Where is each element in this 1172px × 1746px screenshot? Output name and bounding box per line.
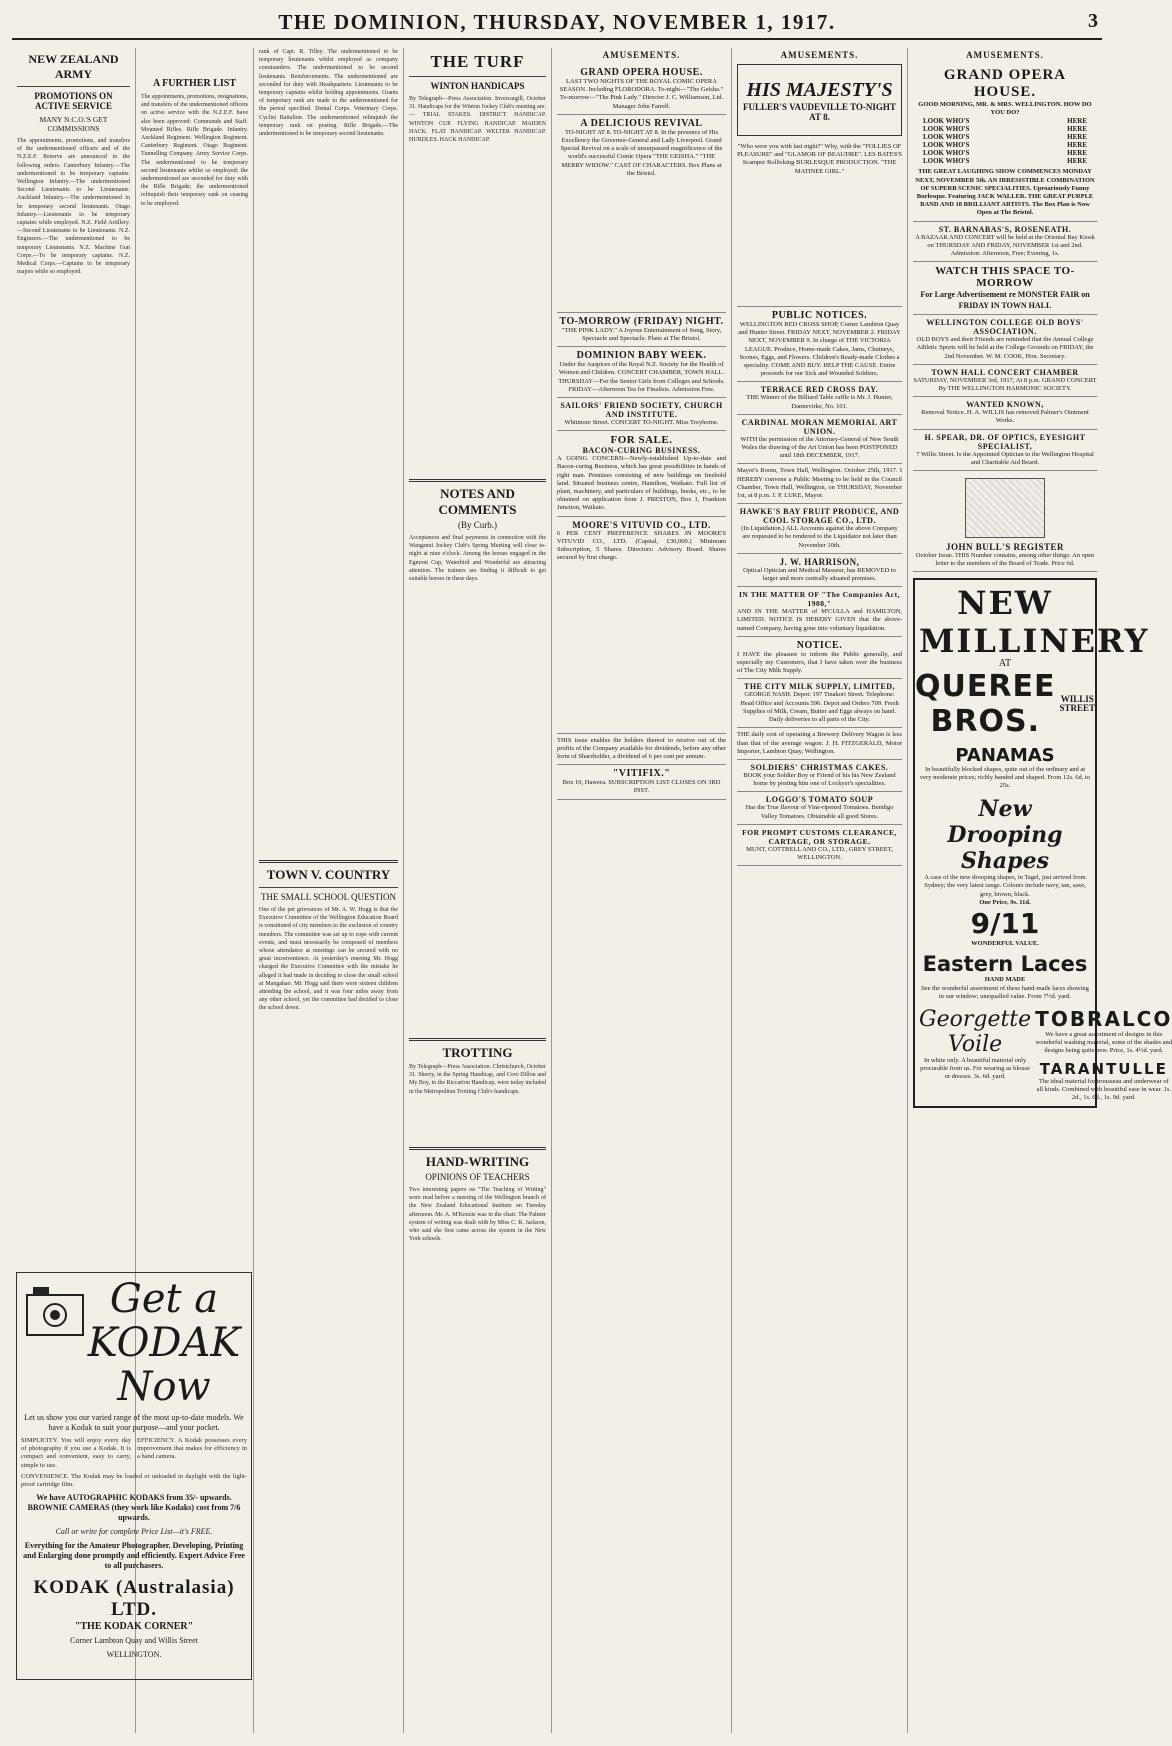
- kodak-headline: Get a KODAK: [87, 1276, 241, 1366]
- customs-title: FOR PROMPT CUSTOMS CLEARANCE, CARTAGE, OR STORAGE.: [742, 827, 897, 846]
- old-boys-title: WELLINGTON COLLEGE OLD BOYS' ASSOCIATION.: [926, 318, 1084, 337]
- one-price-text: One Price, 9s. 11d.: [979, 898, 1031, 906]
- army-heading: NEW ZEALAND ARMY: [28, 52, 119, 81]
- queree-bros-name: QUEREE BROS.: [915, 668, 1056, 739]
- for-sale-heading: FOR SALE.: [610, 434, 673, 447]
- milk-supply-text: GEORGE NASH. Depot: 197 Tinakori Street. Telephone: Head Office and Accounts 596. Depot and Orders 709. Fresh Supplies of Milk, Cream, Butter and Eggs always on hand. Daily deliveries to all parts of the City.: [740, 691, 899, 724]
- notice-title: NOTICE.: [796, 639, 843, 651]
- pink-lady-title: TO-MORROW (FRIDAY) NIGHT.: [559, 315, 724, 327]
- john-bull-illustration: [965, 478, 1045, 538]
- customs-text: MUNT, COTTRELL AND CO., LTD., GREY STREET, WELLINGTON.: [746, 845, 893, 861]
- bacon-title: BACON-CURING BUSINESS.: [582, 446, 701, 456]
- revival-title: A DELICIOUS REVIVAL: [580, 117, 703, 129]
- trotting-body: By Telegraph—Press Association. Christchurch, October 31. Sherry, in the Spring Handicap, and Coro Dillon and My Boy, in the Riccarton Handicap, were today included in the Metropolitan Trotting Club's handicaps.: [409, 1064, 546, 1095]
- column-amusements-1: [552, 48, 732, 1733]
- tobralco-heading: TOBRALCO: [1035, 1006, 1172, 1031]
- vitifix-text: Box 10, Hawera. SUBSCRIPTION LIST CLOSES ON 3RD INST.: [562, 779, 721, 795]
- good-morning-text: GOOD MORNING, MR. & MRS. WELLINGTON. HOW DO YOU DO?: [918, 101, 1092, 117]
- look-whos-here-item: HERE: [1067, 125, 1087, 134]
- kodak-ad: [16, 1268, 252, 1680]
- column-town-country: [254, 48, 404, 1733]
- concert-chamber-title: TOWN HALL CONCERT CHAMBER: [931, 367, 1079, 377]
- kodak-price-list: Call or write for complete Price List—it's FREE.: [55, 1527, 213, 1537]
- army-body-text: The appointments, promotions, and transfers of the undermentioned officers and of the N.Z.E.F. Reserve are announced in the following orders. Canterbury Infantry.—The undermentioned to be temporary captains. Wellington Infantry.—The undermentioned Second Lieutenants to be Lieutenants. Auckland Infantry.—The undermentioned to be temporary second lieutenants. Otago Infantry.—Lieutenants to be temporary captains while employed. N.Z. Field Artillery.—Second Lieutenants to be Lieutenants. N.Z. Engineers.—The undermentioned to be temporary Lieutenants. N.Z. Machine Gun Corps.—To be temporary captains. N.Z. Medical Corps.—Captains to be temporary majors while so employed.: [17, 138, 130, 276]
- voile-text: In white only. A beautiful material only procurable from us. For wearing as blouse or dresses. 3s. 6d. yard.: [920, 1056, 1031, 1081]
- newspaper-page: [12, 6, 1172, 1736]
- look-whos-here-grid: [913, 117, 1097, 165]
- kodak-prices: We have AUTOGRAPHIC KODAKS from 35/- upwards. BROWNIE CAMERAS (they work like Kodaks) cost from 7/6 upwards.: [27, 1493, 241, 1523]
- handwriting-subheading: OPINIONS OF TEACHERS: [425, 1172, 530, 1182]
- drooping-text: A case of the new drooping shapes, in Tagel, just arrived from Sydney; the very latest range. Colours include navy, tan, saxe, grey, brown, black.: [924, 874, 1086, 898]
- christmas-cakes-title: SOLDIERS' CHRISTMAS CAKES.: [750, 762, 889, 772]
- further-list-body: The appointments, promotions, resignations, and transfers of the undermentioned officers on active service with the N.Z.E.F. have also been approved: Commands and Staff. Mounted Rifles. Rifle Brigade. Infantry. Auckland Regiment. Wellington Regiment. Canterbury Regiment. Otago Regiment. Tunnelling Company. Army Service Corps. The undermentioned to be temporary second lieutenants whilst so employed; the undermentioned are seconded for duty with the Rifle Brigade; the undermentioned relinquish their temporary rank on ceasing to be employed.: [141, 94, 248, 207]
- column-amusements-3: [908, 48, 1172, 1733]
- st-barnabas-title: ST. BARNABAS'S, ROSENEATH.: [938, 224, 1072, 234]
- tobralco-text: We have a great assortment of designs in this wonderful washing material, some of the shades and designs being quite new. Price, 1s. 4½d. yard.: [1035, 1030, 1172, 1055]
- look-whos-here-item: LOOK WHO'S: [923, 125, 970, 134]
- page-number: 3: [1088, 10, 1098, 32]
- sailors-title: SAILORS' FRIEND SOCIETY, CHURCH AND INSTITUTE.: [560, 401, 723, 420]
- new-millinery-heading: NEW MILLINERY: [919, 584, 1150, 661]
- look-whos-here-item: LOOK WHO'S: [923, 149, 970, 158]
- tomato-soup-text: Has the True flavour of Vine-ripened Tomatoes. Bendigo Valley Tomatoes. Obtainable all good Stores.: [745, 804, 894, 820]
- look-whos-here-item: LOOK WHO'S: [923, 133, 970, 142]
- fitzgerald-text: THE daily cost of operating a Brewery Delivery Wagon is less than that of the average wagon. J. H. FITZGERALD, Motor Importer, Lambton Quay, Wellington.: [737, 731, 902, 755]
- john-bull-title: JOHN BULL'S REGISTER: [945, 542, 1065, 553]
- amusements-header-1: AMUSEMENTS.: [602, 50, 681, 60]
- kodak-address: Corner Lambton Quay and Willis Street: [70, 1636, 198, 1646]
- christmas-cakes-text: BOOK your Soldier Boy or Friend of his his New Zealand home by posting him one of Lockyer's specialities.: [743, 771, 896, 788]
- notes-body: Acceptances and final payments in connection with the Wanganui Jockey Club's Spring Meeting will close to-night at nine o'clock. Among the horses engaged in the Egmont Cup, Waterbird and Wonderful are attracting attention. The trainers are finding it difficult to get suitable horses in these days.: [409, 535, 546, 583]
- baby-week-title: DOMINION BABY WEEK.: [576, 350, 707, 362]
- st-barnabas-text: A BAZAAR AND CONCERT will be held at the Oriental Bay Kiosk on THURSDAY AND FRIDAY, NOVEMBER 1st and 2nd. Admission: Afternoon, Free; Evening, 1s.: [915, 233, 1095, 258]
- milk-supply-title: THE CITY MILK SUPPLY, LIMITED,: [743, 682, 896, 692]
- tarantulle-text: The ideal material for trousseau and underwear of all kinds. Combined with beautiful ease in wear. 1s. 2d., 1s. 6d., 1s. 9d. yard.: [1036, 1077, 1172, 1101]
- bacon-text: A GOING CONCERN—Newly-established Up-to-date and Bacon-curing Business, which has great possibilities in hands of right man. Premises consisting of new buildings on freehold land. Situated business centre, Hamilton, Waikato. Full list of plant, machinery, and particulars of buildings, books, etc., to be obtained on application from J. PRESTON, Box 1, Frankton Junction, Waikato.: [557, 455, 726, 512]
- queree-bros-ad: [913, 578, 1172, 1108]
- wanted-known-text: Removal Notice. H. A. WILLIS has removed Palmer's Ointment Works.: [921, 409, 1089, 425]
- old-boys-text: OLD BOYS and their Friends are reminded that the Annual College Athletic Sports will be held at the College Grounds on FRIDAY, the 2nd November. W. M. COOK, Hon. Secretary.: [916, 336, 1094, 360]
- moran-title: CARDINAL MORAN MEMORIAL ART UNION.: [741, 417, 898, 436]
- camera-icon: [23, 1281, 93, 1341]
- price-9-11: 9/11: [970, 907, 1040, 941]
- handwriting-heading: HAND-WRITING: [425, 1154, 530, 1169]
- panamas-heading: PANAMAS: [955, 744, 1055, 766]
- notes-heading: NOTES AND COMMENTS: [438, 486, 517, 517]
- sailors-text: Whitmore Street. CONCERT TO-NIGHT. Miss Treyhorne.: [564, 419, 719, 427]
- look-whos-here-item: HERE: [1067, 157, 1087, 166]
- appointments-continued: rank of Capt. R. Tilley. The undermentioned to be temporary lieutenants whilst employed as company commanders. The undermentioned to be second lieutenants. Reinforcements. The undermentioned are seconded for duty with Headquarters. Lieutenants to be temporary captains whilst holding appointments. Grants of temporary rank are made to the undermentioned for the period specified. Dental Corps. Veterinary Corps. Cyclist Battalion. The undermentioned relinquish the temporary rank on posting. Rifle Brigade.—The undermentioned to be temporary second lieutenants.: [259, 49, 398, 138]
- spear-title: H. SPEAR, DR. OF OPTICS, EYESIGHT SPECIALIST,: [924, 432, 1086, 451]
- amusements-header-2: AMUSEMENTS.: [780, 50, 859, 60]
- column-turf: [404, 48, 552, 1733]
- hawkes-bay-title: HAWKE'S BAY FRUIT PRODUCE, AND COOL STORAGE CO., LTD.: [739, 507, 900, 526]
- look-whos-here-item: HERE: [1067, 141, 1087, 150]
- john-bull-text: October Issue. THIS Number contains, among other things: An open letter to the members of the Board of Trade. Price 6d.: [915, 552, 1095, 568]
- kodak-tagline: Let us show you our varied range of the most up-to-date models. We have a Kodak to suit your purpose—and your pocket.: [24, 1413, 244, 1432]
- terrace-text: THE Winner of the Billiard Table raffle is Mr. J. Hunter, Dannevirke, No. 101.: [746, 394, 893, 410]
- terrace-title: TERRACE RED CROSS DAY.: [760, 385, 879, 395]
- red-cross-text: WELLINGTON RED CROSS SHOP, Corner Lambton Quay and Hunter Street. FRIDAY NEXT, NOVEMBER 2. FRIDAY NEXT, NOVEMBER 9. In charge of THE VICTORIA LEAGUE. Produce, Home-made Cakes, Jams, Chutneys, Scones, Eggs, and Flowers. Children's Ready-made Clothes a speciality. COME AND BUY. HELP THE CAUSE. Entire proceeds for our Sick and Wounded Soldiers.: [738, 321, 901, 378]
- millinery-at: AT: [998, 658, 1012, 670]
- public-notices-title: PUBLIC NOTICES.: [771, 310, 868, 321]
- masthead: [12, 6, 1102, 40]
- mayor-text: Mayor's Room, Town Hall, Wellington. October 25th, 1917. I HEREBY convene a Public Meeting to be held in the Council Chamber, Town Hall, Wellington, on THURSDAY, November 1st, at 8 p.m. J. P. LUKE, Mayor.: [737, 467, 902, 500]
- masthead-title: THE DOMINION, THURSDAY, NOVEMBER 1, 1917.: [278, 10, 836, 34]
- look-whos-here-item: HERE: [1067, 133, 1087, 142]
- pink-lady-text: "THE PINK LADY." A Joyous Entertainment of Song, Story, Spectacle and Spectacle. Plans at The Bristol.: [561, 326, 722, 343]
- army-subheading-2: MANY N.C.O.'S GET COMMISSIONS: [39, 115, 108, 133]
- drooping-shapes-heading: New Drooping Shapes: [947, 796, 1063, 875]
- watch-space-title: WATCH THIS SPACE TO-MORROW: [935, 265, 1075, 290]
- laces-text: See the wonderful assortment of these hand-made laces showing in our window; unequalled value. From 7½d. yard.: [921, 984, 1089, 1000]
- spear-text: 7 Willis Street. Is the Appointed Optician to the Wellington Hospital and Charitable Aid Board.: [916, 450, 1094, 466]
- kodak-simplicity: SIMPLICITY. You will enjoy every day of photography if you use a Kodak. It is compact and convenient, easy to carry, simple to use.: [21, 1437, 131, 1469]
- laughing-show-text: THE GREAT LAUGHING SHOW COMMENCES MONDAY NEXT, NOVEMBER 5th. AN IRRESISTIBLE COMBINATION OF SUPERB SCENIC SPECIALITIES. Uproariously Funny Burlesque. Featuring JACK WALLER. THE GREAT PURPLE BAND AND 18 BRILLIANT ARTISTS. The Box Plan is Now Open at The Bristol.: [915, 168, 1095, 217]
- kodak-company: KODAK (Australasia) LTD.: [33, 1577, 235, 1621]
- revival-text: TO-NIGHT AT 8. TO-NIGHT AT 8. In the presence of His Excellency the Governor-General and Lady Liverpool. Grand Special Revival on a scale of unsurpassed magnificence of the world's successful Comic Opera "THE GEISHA." "THE MERRY WIDOW." CAST OF CHARACTERS. Box Plans at the Bristol.: [560, 128, 723, 177]
- look-whos-here-item: LOOK WHO'S: [923, 141, 970, 150]
- his-majestys-title: HIS MAJESTY'S: [746, 78, 893, 101]
- moran-text: WITH the permission of the Attorney-General of New South Wales the drawing of the Art Union has been POSTPONED until 18th DECEMBER, 1917.: [740, 435, 899, 460]
- harmonic-text: SATURDAY, NOVEMBER 3rd, 1917, At 8 p.m. GRAND CONCERT By THE WELLINGTON HARMONIC SOCIETY.: [913, 376, 1097, 393]
- eastern-laces-heading: Eastern Laces: [922, 952, 1088, 977]
- vaudeville-title: FULLER'S VAUDEVILLE TO-NIGHT AT 8.: [743, 101, 896, 122]
- harrison-text: Optical Optician and Medical Masseur, has REMOVED to larger and more centrally situated premises.: [743, 566, 896, 583]
- tarantulle-heading: TARANTULLE: [1039, 1059, 1168, 1078]
- town-country-heading: TOWN V. COUNTRY: [266, 867, 391, 882]
- panamas-text: In beautifully blocked shapes, quite out of the ordinary and at very moderate prices; richly banded and shaped. From 12s. 6d. to 25s.: [919, 765, 1091, 790]
- companies-act-title: IN THE MATTER OF "The Companies Act, 1908,": [739, 590, 900, 609]
- handwriting-body: Two interesting papers on "The Teaching of Writing" were read before a meeting of the Wellington branch of the New Zealand Educational Institute on Tuesday afternoon. Mr. A. M'Kenzie was in the chair. The Palmer system of writing was dealt with by Miss C. R. Jackson, who said she first came across the system in the New York schools.: [409, 1187, 546, 1243]
- look-whos-here-item: HERE: [1067, 117, 1087, 126]
- grand-opera-text: LAST TWO NIGHTS OF THE ROYAL COMIC OPERA SEASON. Including FLORODORA. To-night—"The Geisha." To-morrow—"The Pink Lady." Director J. C. Williamson, Ltd. Manager John Farrell.: [559, 78, 724, 110]
- turf-heading: THE TURF: [430, 52, 525, 71]
- harrison-title: J. W. HARRISON,: [779, 556, 860, 567]
- wanted-known-title: WANTED KNOWN,: [966, 400, 1044, 410]
- town-country-body: One of the pet grievances of Mr. A. W. Hogg is that the Executive Committee of the Wellington Education Board is constituted of city members to the exclusion of country members. The committee was set up to cope with current events, and must necessarily be composed of members whose attendance at meetings can be secured with no great inconvenience. At yesterday's meeting Mr. Hogg charged the Executive Committee with the mistake he alleged it had made in deciding to close the small school at Mangahao. Mr. Hogg said there were sixteen children attending the school, and it was four miles away from any other school, yet the committee had decided to close the school down.: [259, 907, 398, 1012]
- wonderful-value: WONDERFUL VALUE.: [971, 940, 1039, 948]
- willis-street: WILLIS STREET: [1059, 694, 1095, 713]
- kodak-city: WELLINGTON.: [106, 1650, 162, 1660]
- fullers-text: "Who were you with last night?" Why, with the "FOLLIES OF PLEASURE" and "GLAMOR OF BEAUDRE". LES BATES'S Scamper Rollicking BURLESQUE PRODUCTION. "THE MATINEE GIRL.": [737, 143, 902, 175]
- georgette-voile-heading: Georgette Voile: [919, 1006, 1032, 1057]
- further-list-heading: A FURTHER LIST: [152, 78, 236, 89]
- column-amusements-2: [732, 48, 908, 1733]
- vituvid-title: MOORE'S VITUVID CO., LTD.: [572, 519, 711, 530]
- fullers-logo: [737, 64, 902, 136]
- kodak-convenience: CONVENIENCE. The Kodak may be loaded or unloaded in daylight with the light-proof cartridge film.: [21, 1472, 247, 1489]
- kodak-supplies: Everything for the Amateur Photographer. Developing, Printing and Enlarging done promptly and efficiently. Expert Advice Free to all purchasers.: [23, 1541, 245, 1571]
- kodak-efficiency: EFFICIENCY. A Kodak possesses every improvement that makes for efficiency in a hand camera.: [137, 1437, 247, 1461]
- turf-body: By Telegraph—Press Association. Invercargill, October 31. Handicaps for the Winton Jockey Club's meeting are:— TRIAL STAKES. DISTRICT HANDICAP. WINTON CUP. FLYING HANDICAP. MAIDEN HACK. FLAT HANDICAP. WELTER HANDICAP. HURDLES. HACK HANDICAP.: [409, 96, 546, 144]
- notice-text: I HAVE the pleasure to inform the Public generally, and especially my Customers, that I have taken over the business of The City Milk Supply.: [737, 650, 902, 675]
- army-subheading: PROMOTIONS ON ACTIVE SERVICE: [34, 91, 113, 111]
- look-whos-here-item: HERE: [1067, 149, 1087, 158]
- turf-subheading: WINTON HANDICAPS: [430, 81, 525, 91]
- kodak-headline-2: Now: [117, 1364, 211, 1410]
- monster-fair-text: For Large Advertisement re MONSTER FAIR on FRIDAY IN TOWN HALL: [920, 290, 1090, 311]
- vituvid-text: 6 PER CENT PREFERENCE SHARES IN MOORE'S VITUVID CO., LTD. (Capital, £30,000.) Minimum Subscription, 5 Shares. Directors: Advisory Board. Shares secured by first charge.: [557, 529, 726, 562]
- companies-act-text: AND IN THE MATTER of M'CULLA and HAMILTON, LIMITED. NOTICE IS HEREBY GIVEN that the above-named Company, having gone into voluntary liquidation.: [737, 608, 902, 632]
- baby-week-text: Under the Auspices of the Royal N.Z. Society for the Health of Women and Children. CONCERT CHAMBER, TOWN HALL. THURSDAY—For the Senior Girls from Colleges and Schools. FRIDAY—Afternoon Tea for Finalists. Admission Free.: [558, 361, 725, 393]
- grand-opera-title: GRAND OPERA HOUSE.: [580, 67, 703, 78]
- vituvid-issue-text: THIS issue enables the holders thereof to receive out of the profits of the Company available for dividends, before any other form of Shareholder, a dividend of 6 per cent per annum.: [557, 736, 726, 761]
- hand-made-label: HAND MADE: [984, 976, 1026, 984]
- look-whos-here-item: LOOK WHO'S: [923, 117, 970, 126]
- vitifix-title: "VITIFIX.": [612, 768, 671, 780]
- hawkes-bay-text: (In Liquidation.) ALL Accounts against the above Company are requested to be rendered to the Liquidator not later than November 10th.: [741, 525, 898, 549]
- amusements-header-3: AMUSEMENTS.: [966, 50, 1044, 60]
- look-whos-here-item: LOOK WHO'S: [923, 157, 970, 166]
- town-country-subheading: THE SMALL SCHOOL QUESTION: [260, 892, 397, 902]
- kodak-corner: "THE KODAK CORNER": [74, 1621, 194, 1633]
- tomato-soup-title: LOGGO'S TOMATO SOUP: [765, 795, 874, 805]
- notes-byline: (By Curb.): [458, 520, 497, 530]
- trotting-heading: TROTTING: [442, 1045, 513, 1060]
- grand-opera-title-2: GRAND OPERA HOUSE.: [943, 67, 1067, 100]
